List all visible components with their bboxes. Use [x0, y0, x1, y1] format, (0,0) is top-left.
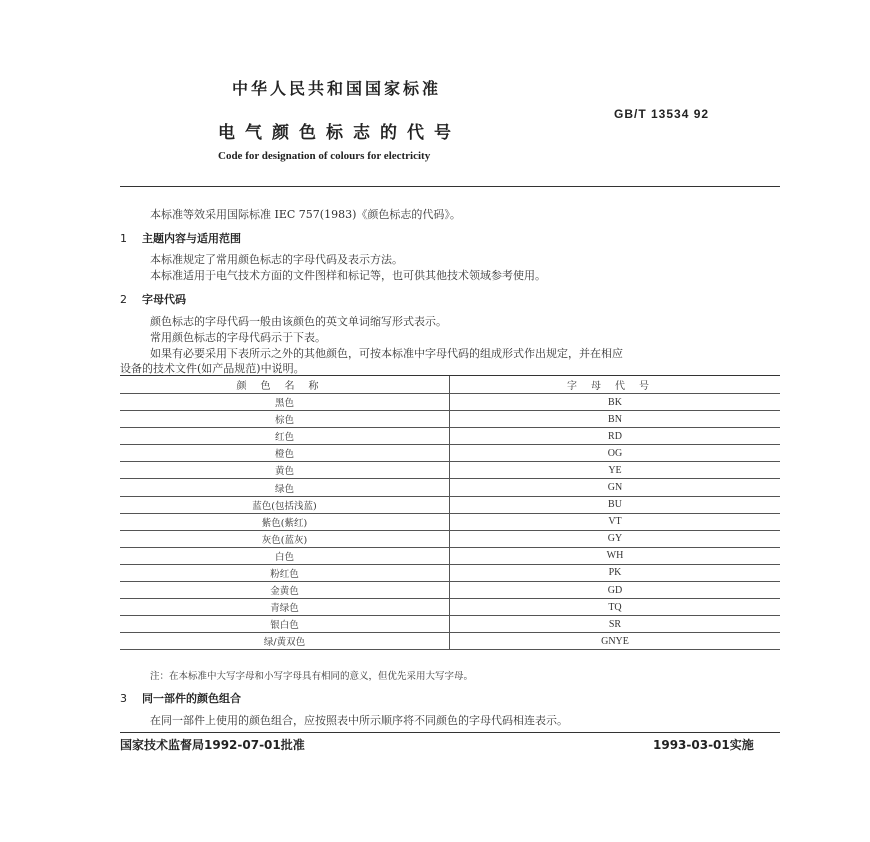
colour-name-cell: 青绿色 — [120, 599, 450, 616]
colour-name-cell: 蓝色(包括浅蓝) — [120, 496, 450, 513]
approval-date: 国家技术监督局1992-07-01批准 — [120, 738, 305, 752]
document-title-english: Code for designation of colours for electricity — [218, 150, 431, 162]
section-2-heading: 2 字母代码 — [120, 293, 186, 306]
letter-code-cell: GY — [450, 530, 781, 547]
section-3-heading: 3 同一部件的颜色组合 — [120, 692, 241, 705]
colour-name-cell: 粉红色 — [120, 564, 450, 581]
letter-code-cell: PK — [450, 564, 781, 581]
table-row — [120, 599, 780, 616]
column-header-letter-code: 字母代号 — [450, 376, 781, 394]
colour-name-cell: 橙色 — [120, 445, 450, 462]
table-row — [120, 394, 780, 411]
table-row — [120, 633, 780, 650]
footer-rule — [120, 732, 780, 733]
table-row — [120, 530, 780, 547]
colour-name-cell: 黄色 — [120, 462, 450, 479]
colour-name-cell: 黑色 — [120, 394, 450, 411]
letter-code-cell: GN — [450, 479, 781, 496]
colour-name-cell: 银白色 — [120, 616, 450, 633]
letter-code-cell: VT — [450, 513, 781, 530]
colour-name-cell: 金黄色 — [120, 582, 450, 599]
letter-code-cell: SR — [450, 616, 781, 633]
column-header-colour-name: 颜色名称 — [120, 376, 450, 394]
table-row — [120, 513, 780, 530]
document-title: 电气颜色标志的代号 — [218, 123, 461, 143]
colour-name-cell: 棕色 — [120, 411, 450, 428]
colour-name-cell: 灰色(蓝灰) — [120, 530, 450, 547]
letter-code-cell: YE — [450, 462, 781, 479]
colour-name-cell: 紫色(紫红) — [120, 513, 450, 530]
letter-code-cell: BN — [450, 411, 781, 428]
table-row — [120, 411, 780, 428]
table-row — [120, 445, 780, 462]
letter-code-cell: OG — [450, 445, 781, 462]
letter-code-cell: RD — [450, 428, 781, 445]
colour-name-cell: 绿/黄双色 — [120, 633, 450, 650]
letter-code-cell: GNYE — [450, 633, 781, 650]
table-row — [120, 582, 780, 599]
intro-paragraph: 本标准等效采用国际标准 IEC 757(1983)《颜色标志的代码》。 — [150, 208, 461, 221]
letter-code-cell: WH — [450, 547, 781, 564]
letter-code-cell: BK — [450, 394, 781, 411]
section-1-line: 本标准规定了常用颜色标志的字母代码及表示方法。 — [150, 253, 403, 266]
header-rule — [120, 186, 780, 187]
colour-name-cell: 红色 — [120, 428, 450, 445]
letter-code-cell: GD — [450, 582, 781, 599]
effective-date: 1993-03-01实施 — [653, 738, 754, 752]
section-1-line: 本标准适用于电气技术方面的文件图样和标记等，也可供其他技术领域参考使用。 — [150, 269, 546, 282]
section-2-line: 设备的技术文件(如产品规范)中说明。 — [120, 362, 305, 375]
standard-number: GB/T 13534 92 — [614, 107, 710, 121]
section-2-line: 如果有必要采用下表所示之外的其他颜色，可按本标准中字母代码的组成形式作出规定，并在相应 — [150, 347, 623, 360]
table-header-row — [120, 376, 780, 394]
country-standard-heading: 中华人民共和国国家标准 — [232, 79, 442, 98]
table-row — [120, 564, 780, 581]
section-3-line: 在同一部件上使用的颜色组合，应按照表中所示顺序将不同颜色的字母代码相连表示。 — [150, 714, 568, 727]
section-1-heading: 1 主题内容与适用范围 — [120, 232, 241, 245]
table-row — [120, 479, 780, 496]
letter-code-cell: TQ — [450, 599, 781, 616]
table-row — [120, 462, 780, 479]
table-row — [120, 616, 780, 633]
colour-code-table — [120, 375, 780, 650]
section-2-line: 颜色标志的字母代码一般由该颜色的英文单词缩写形式表示。 — [150, 315, 447, 328]
table-row — [120, 428, 780, 445]
colour-name-cell: 绿色 — [120, 479, 450, 496]
table-row — [120, 496, 780, 513]
colour-name-cell: 白色 — [120, 547, 450, 564]
table-note: 注：在本标准中大写字母和小写字母具有相同的意义，但优先采用大写字母。 — [150, 671, 474, 682]
table-row — [120, 547, 780, 564]
section-2-line: 常用颜色标志的字母代码示于下表。 — [150, 331, 326, 344]
letter-code-cell: BU — [450, 496, 781, 513]
